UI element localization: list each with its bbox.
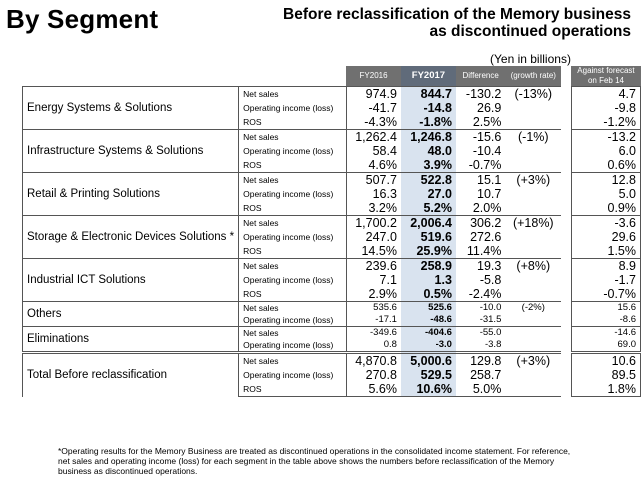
growth-rate-value (505, 273, 561, 287)
table-row (23, 216, 641, 231)
subtitle-line-2: as discontinued operations (429, 23, 631, 40)
header-forecast-line-2: on Feb 14 (587, 76, 624, 85)
unit-note: (Yen in billions) (490, 52, 571, 66)
fy2017-value: 258.9 (401, 259, 456, 274)
metric-label: ROS (239, 201, 347, 216)
fy2016-value: 58.4 (372, 144, 397, 158)
fy2017-value: 5,000.6 (401, 353, 456, 369)
page-subtitle (283, 6, 631, 40)
table-row (23, 173, 641, 188)
metric-label: ROS (239, 382, 347, 397)
segment-name: Retail & Printing Solutions (23, 173, 239, 216)
growth-rate-value (505, 339, 561, 353)
fy2016-value: 0.8 (346, 339, 401, 353)
fy2017-value: -48.6 (401, 314, 456, 327)
difference-value: 19.3 (456, 259, 505, 274)
forecast-value: 0.6% (571, 158, 640, 173)
growth-rate-value (505, 201, 561, 216)
table-row (23, 130, 641, 145)
fy2017-value: 0.5% (401, 287, 456, 302)
growth-rate-value: (+8%) (505, 259, 561, 274)
segment-name: Energy Systems & Solutions (23, 87, 239, 130)
fy2017-value: 48.0 (401, 144, 456, 158)
difference-value: 306.2 (456, 216, 505, 231)
metric-label: ROS (239, 287, 347, 302)
fy2017-value: 27.0 (401, 187, 456, 201)
metric-label: Net sales (239, 173, 347, 188)
fy2017-value: 1,246.8 (401, 130, 456, 145)
difference-value: 272.6 (470, 230, 502, 244)
page-title: By Segment (6, 4, 159, 34)
forecast-value: 15.6 (571, 302, 640, 315)
fy2016-value: 4.6% (346, 158, 401, 173)
fy2016-value: 4,870.8 (346, 353, 401, 369)
growth-rate-value (505, 101, 561, 115)
fy2016-value: 247.0 (365, 230, 397, 244)
growth-rate-value: (+18%) (505, 216, 561, 231)
forecast-value: -13.2 (571, 130, 640, 145)
forecast-value: 1.5% (571, 244, 640, 259)
header-growth-rate: (growth rate) (505, 66, 561, 87)
difference-value: 258.7 (470, 368, 502, 382)
fy2017-value: 3.9% (401, 158, 456, 173)
segment-name: Others (23, 302, 239, 327)
metric-label: Net sales (239, 353, 347, 369)
fy2016-value: 2.9% (346, 287, 401, 302)
segment-table (22, 66, 641, 397)
metric-label: Operating income (loss) (239, 187, 347, 201)
metric-label: Net sales (239, 259, 347, 274)
difference-value: -15.6 (456, 130, 505, 145)
difference-value: 15.1 (456, 173, 505, 188)
metric-label: Operating income (loss) (239, 230, 347, 244)
table-row (23, 87, 641, 102)
fy2016-value: 14.5% (346, 244, 401, 259)
forecast-value: -3.6 (571, 216, 640, 231)
footnote: *Operating results for the Memory Business are treated as discontinued operations in the consolidated income statement. For reference, net sales and operating income (loss) for each segment in the table above shows the numbers before reclassification of the Memory business as discontinued operations. (58, 446, 571, 476)
fy2016-value: 239.6 (346, 259, 401, 274)
forecast-value: 1.8% (571, 382, 640, 397)
forecast-value: -1.7 (571, 273, 640, 287)
growth-rate-value (505, 314, 561, 327)
fy2017-value: 2,006.4 (401, 216, 456, 231)
growth-rate-value (505, 230, 561, 244)
forecast-value: -14.6 (571, 327, 640, 340)
metric-label: Operating income (loss) (239, 368, 347, 382)
fy2016-value: 7.1 (379, 273, 397, 287)
metric-label: Operating income (loss) (239, 144, 347, 158)
forecast-value: -0.7% (571, 287, 640, 302)
metric-label: Net sales (239, 302, 347, 315)
header-forecast (571, 66, 640, 87)
growth-rate-value (505, 368, 561, 382)
fy2017-value: 1.3 (401, 273, 456, 287)
difference-value: -10.0 (456, 302, 505, 315)
forecast-value: 0.9% (571, 201, 640, 216)
growth-rate-value: (+3%) (505, 173, 561, 188)
forecast-value: 12.8 (571, 173, 640, 188)
metric-label: Net sales (239, 130, 347, 145)
difference-value: -2.4% (456, 287, 505, 302)
fy2017-value: 10.6% (401, 382, 456, 397)
difference-value: -31.5 (456, 314, 505, 327)
forecast-value: 69.0 (571, 339, 640, 353)
metric-label: Operating income (loss) (239, 339, 347, 353)
segment-name: Storage & Electronic Devices Solutions * (23, 216, 239, 259)
fy2016-value: 16.3 (372, 187, 397, 201)
forecast-value: 10.6 (571, 353, 640, 369)
fy2016-value: 1,700.2 (346, 216, 401, 231)
metric-label: ROS (239, 244, 347, 259)
metric-label: Operating income (loss) (239, 314, 347, 327)
fy2016-value: 974.9 (346, 87, 401, 102)
difference-value: 11.4% (456, 244, 505, 259)
difference-value: 129.8 (456, 353, 505, 369)
metric-label: ROS (239, 115, 347, 130)
fy2017-value: 844.7 (401, 87, 456, 102)
forecast-value: -9.8 (571, 101, 640, 115)
segment-name: Eliminations (23, 327, 239, 353)
difference-value: 26.9 (477, 101, 502, 115)
segment-name: Infrastructure Systems & Solutions (23, 130, 239, 173)
table-row (23, 302, 641, 315)
fy2017-value: 529.5 (401, 368, 456, 382)
growth-rate-value: (-2%) (505, 302, 561, 315)
table-header-row (23, 66, 641, 87)
header-fy2016: FY2016 (346, 66, 401, 87)
growth-rate-value: (-1%) (505, 130, 561, 145)
segment-name: Industrial ICT Solutions (23, 259, 239, 302)
forecast-value: -8.6 (571, 314, 640, 327)
difference-value: -55.0 (456, 327, 505, 340)
difference-value: -0.7% (456, 158, 505, 173)
fy2017-value: 522.8 (401, 173, 456, 188)
growth-rate-value (505, 187, 561, 201)
difference-value: 2.0% (456, 201, 505, 216)
table-row (23, 259, 641, 274)
fy2017-value: 519.6 (401, 230, 456, 244)
fy2016-value: -4.3% (346, 115, 401, 130)
forecast-value: 89.5 (571, 368, 640, 382)
forecast-value: 8.9 (571, 259, 640, 274)
table-row (23, 353, 641, 369)
growth-rate-value: (+3%) (505, 353, 561, 369)
fy2017-value: 5.2% (401, 201, 456, 216)
fy2017-value: 525.6 (401, 302, 456, 315)
growth-rate-value (505, 158, 561, 173)
fy2017-value: -1.8% (401, 115, 456, 130)
forecast-value: 29.6 (571, 230, 640, 244)
fy2016-value: 507.7 (346, 173, 401, 188)
difference-value: -130.2 (456, 87, 505, 102)
fy2016-value: 3.2% (346, 201, 401, 216)
difference-value: -3.8 (456, 339, 505, 353)
fy2016-value: 5.6% (346, 382, 401, 397)
fy2017-value: -3.0 (401, 339, 456, 353)
fy2016-value: 1,262.4 (346, 130, 401, 145)
growth-rate-value (505, 287, 561, 302)
forecast-value: 6.0 (571, 144, 640, 158)
metric-label: Net sales (239, 87, 347, 102)
fy2016-value: -17.1 (346, 314, 401, 327)
header-forecast-line-1: Against forecast (577, 66, 635, 75)
forecast-value: 5.0 (571, 187, 640, 201)
metric-label: Operating income (loss) (239, 273, 347, 287)
forecast-value: -1.2% (571, 115, 640, 130)
subtitle-line-1: Before reclassification of the Memory business (283, 6, 631, 23)
fy2016-value: -349.6 (346, 327, 401, 340)
difference-value: 10.7 (477, 187, 502, 201)
metric-label: Net sales (239, 327, 347, 340)
fy2016-value: 535.6 (346, 302, 401, 315)
metric-label: Net sales (239, 216, 347, 231)
header-difference: Difference (456, 66, 505, 87)
difference-value: 5.0% (456, 382, 505, 397)
difference-value: -5.8 (479, 273, 502, 287)
table-row (23, 327, 641, 340)
forecast-value: 4.7 (571, 87, 640, 102)
fy2016-value: 270.8 (365, 368, 397, 382)
difference-value: 2.5% (456, 115, 505, 130)
header-fy2017: FY2017 (401, 66, 456, 87)
difference-value: -10.4 (472, 144, 502, 158)
growth-rate-value: (-13%) (505, 87, 561, 102)
growth-rate-value (505, 244, 561, 259)
fy2017-value: -14.8 (401, 101, 456, 115)
growth-rate-value (505, 327, 561, 340)
segment-name: Total Before reclassification (23, 353, 239, 397)
metric-label: Operating income (loss) (239, 101, 347, 115)
growth-rate-value (505, 144, 561, 158)
fy2017-value: -404.6 (401, 327, 456, 340)
growth-rate-value (505, 382, 561, 397)
growth-rate-value (505, 115, 561, 130)
fy2017-value: 25.9% (401, 244, 456, 259)
metric-label: ROS (239, 158, 347, 173)
table-body (23, 87, 641, 397)
fy2016-value: -41.7 (368, 101, 397, 115)
